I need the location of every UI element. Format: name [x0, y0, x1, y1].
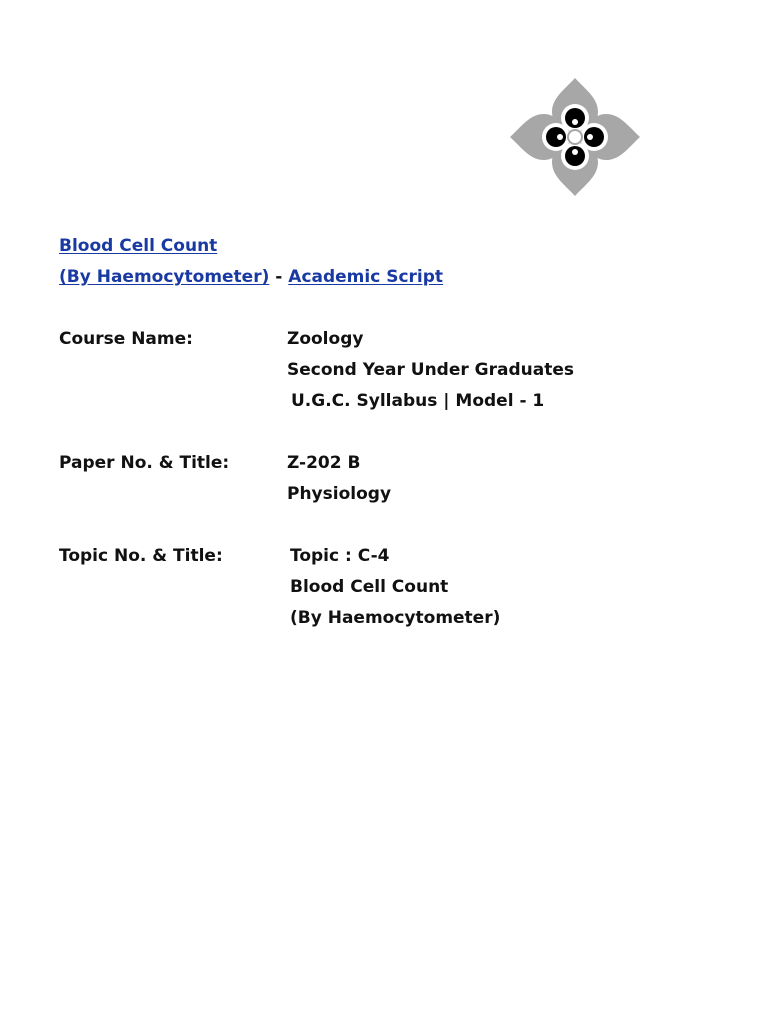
paper-value-2: Physiology	[287, 484, 392, 504]
topic-label: Topic No. & Title:	[59, 546, 223, 566]
course-value-2: Second Year Under Graduates	[287, 360, 575, 380]
title-link-blood-cell-count[interactable]: Blood Cell Count	[59, 236, 218, 256]
title-line-2	[59, 267, 443, 287]
title-link-academic-script[interactable]: Academic Script	[288, 267, 444, 287]
title-line-1[interactable]	[59, 236, 217, 256]
course-name-label: Course Name:	[59, 329, 193, 349]
paper-label: Paper No. & Title:	[59, 453, 230, 473]
emblem-logo-icon	[508, 76, 642, 198]
topic-value-3: (By Haemocytometer)	[290, 608, 501, 628]
course-value-1: Zoology	[287, 329, 364, 349]
title-separator: -	[269, 267, 289, 287]
topic-value-1: Topic : C-4	[290, 546, 390, 566]
topic-value-2: Blood Cell Count	[290, 577, 449, 597]
paper-value-1: Z-202 B	[287, 453, 361, 473]
title-link-haemocytometer[interactable]: (By Haemocytometer)	[59, 267, 270, 287]
course-value-3: U.G.C. Syllabus | Model - 1	[291, 391, 545, 411]
